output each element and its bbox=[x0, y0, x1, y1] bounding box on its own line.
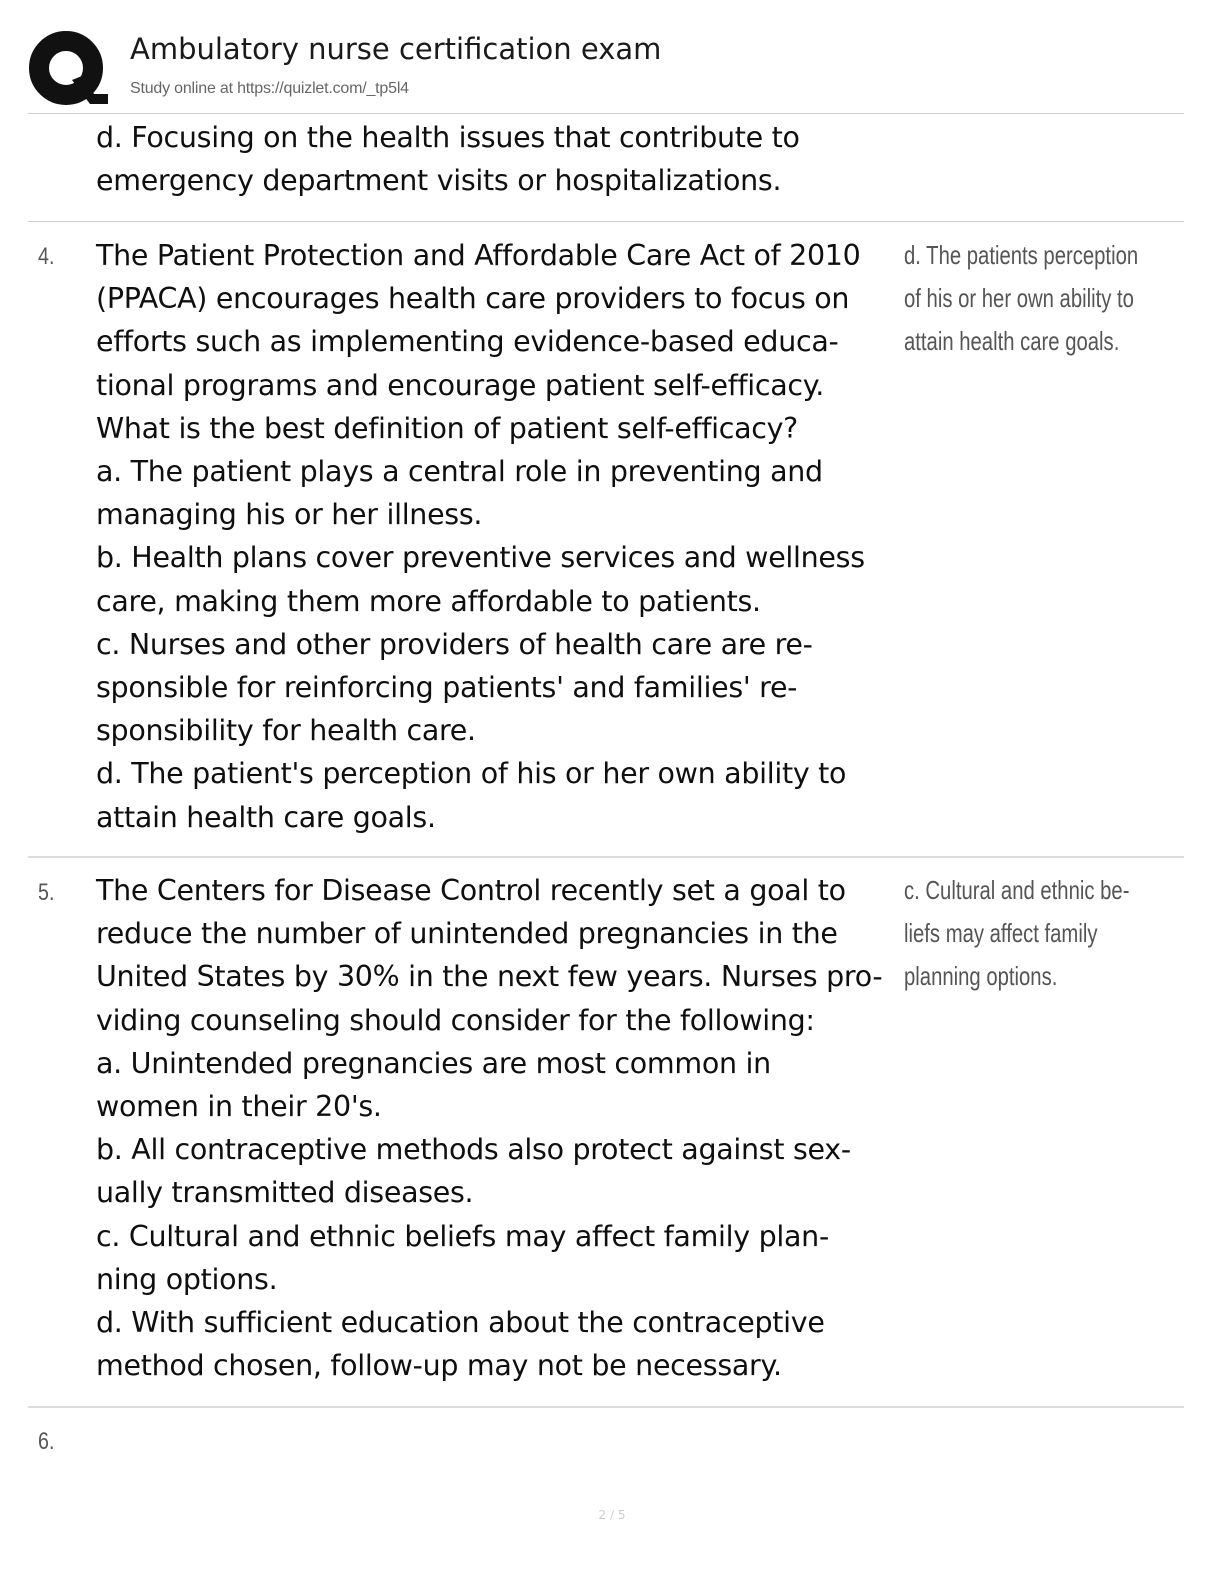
text-line: The Patient Protection and Affordable Care Act of 2010 bbox=[96, 239, 861, 272]
question-number: 4. bbox=[38, 243, 55, 270]
text-line: d. With sufficient education about the contraceptive bbox=[96, 1306, 825, 1340]
answer-line: attain health care goals. bbox=[904, 326, 1120, 357]
header-divider bbox=[28, 113, 1184, 114]
text-line: a. The patient plays a central role in preventing and bbox=[96, 455, 823, 489]
row-divider bbox=[28, 856, 1184, 858]
page-header bbox=[28, 30, 1188, 114]
document-title: Ambulatory nurse certification exam bbox=[130, 32, 662, 66]
text-line: reduce the number of unintended pregnancies in the bbox=[96, 917, 838, 951]
text-line: sponsibility for health care. bbox=[96, 714, 476, 748]
page-number: 2 / 5 bbox=[598, 1508, 626, 1522]
answer-line: c. Cultural and ethnic be- bbox=[904, 875, 1130, 905]
text-line: managing his or her illness. bbox=[96, 498, 483, 532]
text-line: viding counseling should consider for the following: bbox=[96, 1003, 815, 1037]
answer-text bbox=[904, 234, 1138, 364]
text-line: c. Nurses and other providers of health care are re- bbox=[96, 627, 813, 661]
question-number: 5. bbox=[38, 879, 55, 906]
text-line: What is the best definition of patient self-efficacy? bbox=[96, 411, 799, 445]
text-line: attain health care goals. bbox=[96, 800, 436, 834]
text-line: b. All contraceptive methods also protect against sex- bbox=[96, 1133, 851, 1167]
answer-line: d. The patients perception bbox=[904, 240, 1139, 270]
question-text bbox=[96, 234, 906, 839]
text-line: emergency department visits or hospitalizations. bbox=[96, 164, 782, 198]
text-line: care, making them more affordable to patients. bbox=[96, 584, 761, 618]
answer-line: planning options. bbox=[904, 961, 1058, 992]
study-online-link[interactable]: Study online at https://quizlet.com/_tp5l4 bbox=[130, 80, 409, 97]
text-line: tional programs and encourage patient self-efficacy. bbox=[96, 368, 825, 402]
question-number: 6. bbox=[38, 1428, 55, 1455]
row-divider bbox=[28, 221, 1184, 222]
answer-text bbox=[904, 869, 1138, 999]
text-line: d. The patient's perception of his or her own ability to bbox=[96, 757, 847, 791]
text-line: a. Unintended pregnancies are most common in bbox=[96, 1046, 771, 1080]
text-line: ning options. bbox=[96, 1262, 278, 1296]
text-line: b. Health plans cover preventive services and wellness bbox=[96, 541, 865, 575]
question-text bbox=[96, 869, 906, 1387]
text-line: The Centers for Disease Control recently set a goal to bbox=[96, 874, 846, 907]
answer-line: liefs may affect family bbox=[904, 918, 1098, 949]
text-line: United States by 30% in the next few years. Nurses pro- bbox=[96, 960, 883, 994]
text-line: efforts such as implementing evidence-based educa- bbox=[96, 325, 839, 359]
quizlet-logo-icon bbox=[28, 30, 108, 110]
row-divider bbox=[28, 1406, 1184, 1408]
text-line: method chosen, follow-up may not be necessary. bbox=[96, 1349, 782, 1383]
text-line: d. Focusing on the health issues that contribute to bbox=[96, 121, 800, 154]
text-line: ually transmitted diseases. bbox=[96, 1176, 474, 1210]
answer-line: of his or her own ability to bbox=[904, 283, 1134, 314]
text-line: sponsible for reinforcing patients' and families' re- bbox=[96, 671, 798, 705]
text-line: women in their 20's. bbox=[96, 1090, 382, 1124]
text-line: (PPACA) encourages health care providers to focus on bbox=[96, 282, 850, 316]
previous-question-continuation bbox=[96, 116, 906, 202]
text-line: c. Cultural and ethnic beliefs may affect family plan- bbox=[96, 1219, 829, 1253]
